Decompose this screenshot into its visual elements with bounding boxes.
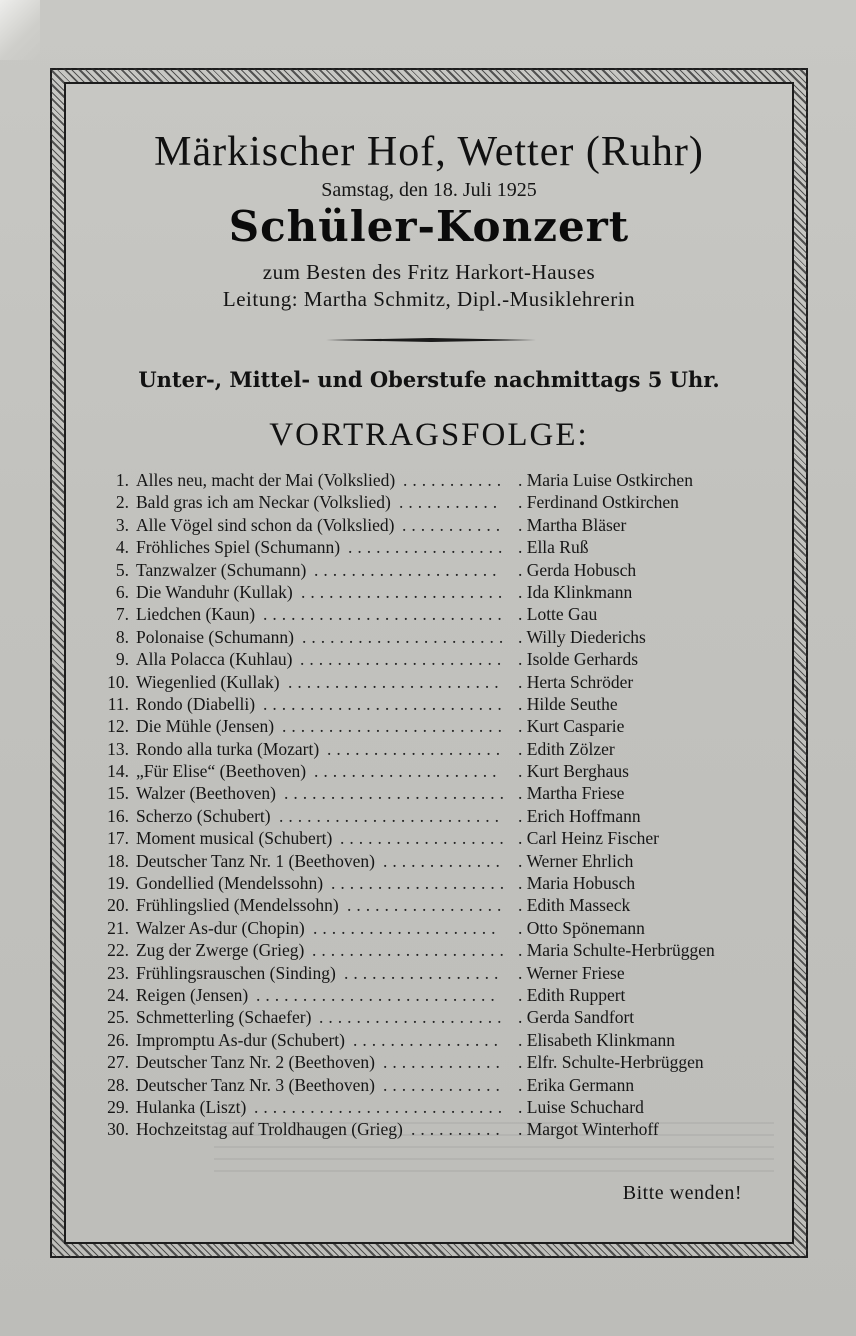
program-item-performer: . Edith Masseck xyxy=(518,894,630,916)
program-item-number: 25. xyxy=(107,1007,129,1028)
program-item-number: 9. xyxy=(115,649,129,670)
program-item-number: 13. xyxy=(107,738,129,759)
program-item-performer: . Maria Luise Ostkirchen xyxy=(518,469,693,491)
program-item-piece: Alles neu, macht der Mai (Volkslied) xyxy=(136,470,396,490)
program-item-performer: . Ferdinand Ostkirchen xyxy=(518,491,679,513)
program-item-performer: . Luise Schuchard xyxy=(518,1096,644,1118)
leader-dots: ................ xyxy=(353,1029,503,1050)
leader-dots: ...................... xyxy=(300,649,507,670)
program-item-performer: . Isolde Gerhards xyxy=(518,648,638,670)
program-item-piece: Zug der Zwerge (Grieg) xyxy=(136,940,305,961)
program-item-piece: Liedchen (Kaun) xyxy=(136,604,256,625)
program-item-piece: Tanzwalzer (Schumann) xyxy=(136,559,307,580)
program-item-performer: . Otto Spönemann xyxy=(518,917,645,939)
leader-dots: .......... xyxy=(411,1119,505,1140)
program-item xyxy=(104,1006,754,1028)
program-item-performer: . Elfr. Schulte-Herbrüggen xyxy=(518,1051,704,1073)
program-item-piece: Gondellied (Mendelssohn) xyxy=(136,873,324,894)
leader-dots: ........... xyxy=(399,492,503,513)
program-item xyxy=(104,872,754,894)
event-title: Schüler-Konzert xyxy=(228,202,630,251)
program-item-number: 7. xyxy=(115,604,129,625)
program-item-number: 4. xyxy=(115,537,129,558)
program-item xyxy=(104,626,754,648)
program-item xyxy=(104,1029,754,1051)
leader-dots: ..................... xyxy=(312,940,509,961)
levels-and-time: Unter-, Mittel- und Oberstufe nachmittags 5 Uhr. xyxy=(138,367,720,392)
leader-dots: ................. xyxy=(347,895,507,916)
program-item-performer: . Margot Winterhoff xyxy=(518,1118,659,1140)
leader-dots: .................... xyxy=(314,761,502,782)
program-item-piece: Wiegenlied (Kullak) xyxy=(136,671,280,692)
event-date: Samstag, den 18. Juli 1925 xyxy=(321,179,537,201)
program-item-number: 12. xyxy=(107,716,129,737)
program-item-performer: . Martha Friese xyxy=(518,782,624,804)
leader-dots: .................... xyxy=(314,559,502,580)
program-item-number: 2. xyxy=(115,492,129,513)
program-item-piece: Deutscher Tanz Nr. 2 (Beethoven) xyxy=(136,1052,375,1073)
leader-dots: ............. xyxy=(383,1052,505,1073)
program-item-number: 14. xyxy=(107,761,129,782)
program-item-piece: Deutscher Tanz Nr. 1 (Beethoven) xyxy=(136,850,375,871)
program-item-piece: Walzer (Beethoven) xyxy=(136,783,276,804)
leader-dots: .................... xyxy=(319,1007,507,1028)
program-item-number: 19. xyxy=(107,873,129,894)
program-item xyxy=(104,671,754,693)
program-item-number: 23. xyxy=(107,962,129,983)
venue-title: Märkischer Hof, Wetter (Ruhr) xyxy=(154,129,704,175)
program-item xyxy=(104,894,754,916)
program-item-performer: . Werner Friese xyxy=(518,962,625,984)
program-item xyxy=(104,850,754,872)
program-item-performer: . Maria Hobusch xyxy=(518,872,635,894)
leader-dots: ....................... xyxy=(288,671,504,692)
program-item xyxy=(104,939,754,961)
leader-dots: ...................... xyxy=(302,626,509,647)
program-item xyxy=(104,1096,754,1118)
program-item-piece: Moment musical (Schubert) xyxy=(136,828,333,849)
program-item-number: 27. xyxy=(107,1052,129,1073)
program-item-number: 6. xyxy=(115,581,129,602)
program-item-piece: Bald gras ich am Neckar (Volkslied) xyxy=(136,492,391,513)
benefit-line: zum Besten des Fritz Harkort-Hauses xyxy=(262,260,596,284)
program-item xyxy=(104,962,754,984)
program-item-number: 10. xyxy=(107,671,129,692)
leader-dots: ................... xyxy=(331,873,510,894)
program-item xyxy=(104,917,754,939)
turn-page-note: Bitte wenden! xyxy=(622,1182,742,1204)
leader-dots: ............. xyxy=(383,850,505,871)
program-item-number: 30. xyxy=(107,1119,129,1140)
program-item-number: 5. xyxy=(115,559,129,580)
leader-dots: .......................... xyxy=(256,984,500,1005)
leader-dots: ........... xyxy=(402,514,506,535)
program-item xyxy=(104,1074,754,1096)
program-item-performer: . Lotte Gau xyxy=(518,603,597,625)
program-item xyxy=(104,1118,754,1140)
program-item xyxy=(104,514,754,536)
program-item-performer: . Edith Zölzer xyxy=(518,738,615,760)
program-item-performer: . Ella Ruß xyxy=(518,536,588,558)
leader-dots: ................... xyxy=(327,738,506,759)
program-item-performer: . Maria Schulte-Herbrüggen xyxy=(518,939,715,961)
program-item-number: 28. xyxy=(107,1074,129,1095)
program-item xyxy=(104,1051,754,1073)
program-item-number: 16. xyxy=(107,805,129,826)
program-item-piece: Rondo (Diabelli) xyxy=(136,693,256,714)
program-item-number: 29. xyxy=(107,1096,129,1117)
program-item-piece: Alla Polacca (Kuhlau) xyxy=(136,649,293,670)
program-item xyxy=(104,738,754,760)
program-item-piece: Rondo alla turka (Mozart) xyxy=(136,738,320,759)
program-item-number: 3. xyxy=(115,514,129,535)
leader-dots: ........................... xyxy=(254,1096,508,1117)
program-item-piece: Die Mühle (Jensen) xyxy=(136,716,275,737)
program-item-number: 8. xyxy=(115,626,129,647)
program-item-piece: Die Wanduhr (Kullak) xyxy=(136,581,293,602)
leader-dots: ........................ xyxy=(284,783,509,804)
leader-dots: ........... xyxy=(403,470,507,490)
program-item xyxy=(104,491,754,513)
program-item-performer: . Gerda Sandfort xyxy=(518,1006,634,1028)
program-item-piece: Walzer As-dur (Chopin) xyxy=(136,917,305,938)
program-item-number: 22. xyxy=(107,940,129,961)
leader-dots: ...................... xyxy=(301,581,508,602)
program-item-performer: . Herta Schröder xyxy=(518,671,633,693)
program-item-number: 1. xyxy=(115,470,129,490)
program-item-number: 11. xyxy=(107,693,129,714)
program-item-performer: . Gerda Hobusch xyxy=(518,559,636,581)
leader-dots: .......................... xyxy=(263,604,507,625)
program-item-performer: . Ida Klinkmann xyxy=(518,581,632,603)
leader-dots: .......................... xyxy=(263,693,507,714)
program-list xyxy=(104,469,754,1141)
program-item-piece: Impromptu As-dur (Schubert) xyxy=(136,1029,345,1050)
program-item xyxy=(104,536,754,558)
program-item xyxy=(104,805,754,827)
folded-corner xyxy=(0,0,40,60)
program-item-number: 26. xyxy=(107,1029,129,1050)
program-item-piece: Scherzo (Schubert) xyxy=(136,805,271,826)
program-item xyxy=(104,603,754,625)
program-item-number: 18. xyxy=(107,850,129,871)
ornamental-rule xyxy=(326,338,536,342)
program-item-piece: Alle Vögel sind schon da (Volkslied) xyxy=(136,514,395,535)
leader-dots: ............. xyxy=(383,1074,505,1095)
program-item-number: 15. xyxy=(107,783,129,804)
program-item xyxy=(104,581,754,603)
program-item-performer: . Willy Diederichs xyxy=(518,626,646,648)
program-heading: VORTRAGSFOLGE: xyxy=(269,417,589,453)
leader-dots: ........................ xyxy=(279,805,504,826)
program-item-number: 24. xyxy=(107,984,129,1005)
program-item-performer: . Elisabeth Klinkmann xyxy=(518,1029,675,1051)
program-item-number: 21. xyxy=(107,917,129,938)
program-item xyxy=(104,648,754,670)
program-item-piece: Fröhliches Spiel (Schumann) xyxy=(136,537,341,558)
program-item xyxy=(104,469,754,491)
program-item-performer: . Carl Heinz Fischer xyxy=(518,827,659,849)
program-item-performer: . Kurt Casparie xyxy=(518,715,624,737)
leader-dots: ................. xyxy=(348,537,508,558)
program-item-piece: Frühlingsrauschen (Sinding) xyxy=(136,962,336,983)
leader-dots: ................. xyxy=(344,962,504,983)
program-item-number: 17. xyxy=(107,828,129,849)
program-item-number: 20. xyxy=(107,895,129,916)
program-item-performer: . Erich Hoffmann xyxy=(518,805,641,827)
program-item-piece: Polonaise (Schumann) xyxy=(136,626,294,647)
program-item-piece: Hochzeitstag auf Troldhaugen (Grieg) xyxy=(136,1119,403,1140)
program-item xyxy=(104,782,754,804)
leader-dots: .................. xyxy=(340,828,509,849)
program-item-performer: . Edith Ruppert xyxy=(518,984,625,1006)
direction-line: Leitung: Martha Schmitz, Dipl.-Musiklehrerin xyxy=(222,287,636,311)
program-content xyxy=(64,82,794,1244)
program-item-performer: . Hilde Seuthe xyxy=(518,693,618,715)
program-item-piece: Reigen (Jensen) xyxy=(136,984,249,1005)
program-item xyxy=(104,827,754,849)
program-item-piece: Deutscher Tanz Nr. 3 (Beethoven) xyxy=(136,1074,375,1095)
program-item-piece: „Für Elise“ (Beethoven) xyxy=(136,761,307,782)
program-item-performer: . Werner Ehrlich xyxy=(518,850,633,872)
program-item-piece: Frühlingslied (Mendelssohn) xyxy=(136,895,339,916)
leader-dots: ........................ xyxy=(282,716,507,737)
leader-dots: .................... xyxy=(313,917,501,938)
program-item xyxy=(104,715,754,737)
program-item-piece: Hulanka (Liszt) xyxy=(136,1096,247,1117)
program-item-piece: Schmetterling (Schaefer) xyxy=(136,1007,312,1028)
program-item xyxy=(104,984,754,1006)
program-item xyxy=(104,760,754,782)
program-item-performer: . Martha Bläser xyxy=(518,514,626,536)
program-item-performer: . Erika Germann xyxy=(518,1074,634,1096)
program-item xyxy=(104,693,754,715)
program-item-performer: . Kurt Berghaus xyxy=(518,760,629,782)
program-item xyxy=(104,559,754,581)
